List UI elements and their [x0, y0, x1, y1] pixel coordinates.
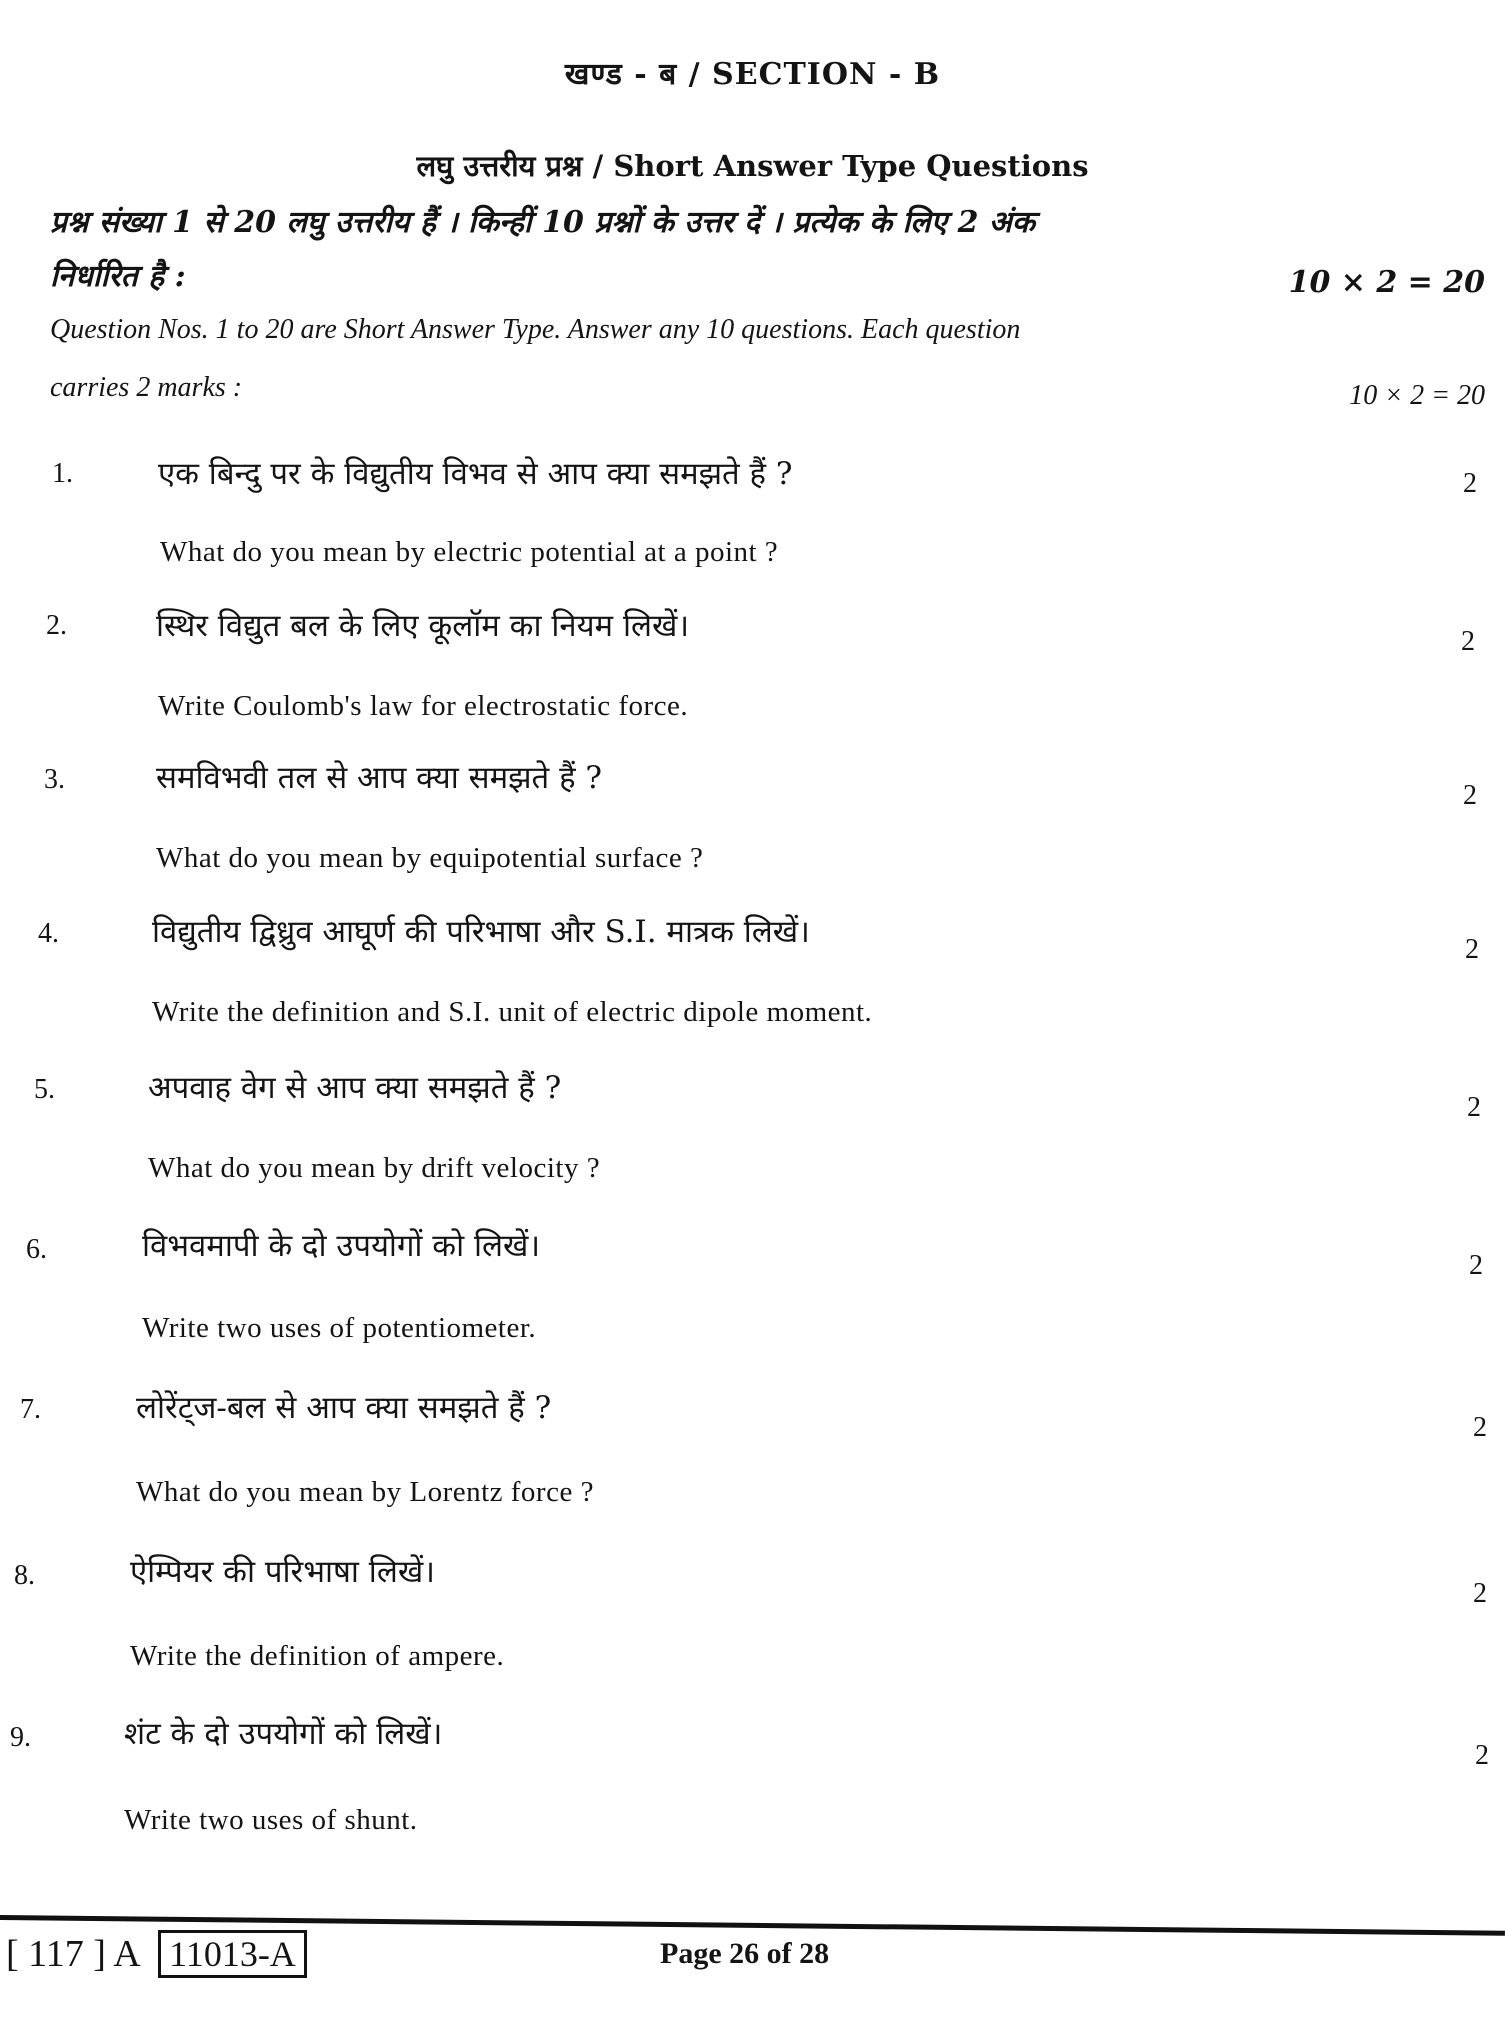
question-marks: 2 [1467, 1092, 1481, 1123]
set-code: [ 117 ] A [6, 1933, 139, 1975]
instruction-hindi-line1: प्रश्न संख्या 1 से 20 लघु उत्तरीय हैं । किन्हीं 10 प्रश्नों के उत्तर दें । प्रत्येक के लिए 2 अंक [50, 205, 1035, 240]
question-english: Write two uses of potentiometer. [142, 1312, 537, 1344]
question-hindi: ऐम्पियर की परिभाषा लिखें। [130, 1554, 435, 1590]
page-number: Page 26 of 28 [660, 1937, 830, 1970]
question-number: 6. [26, 1234, 47, 1265]
question-hindi: स्थिर विद्युत बल के लिए कूलॉम का नियम लिखें। [156, 608, 690, 644]
question-marks: 2 [1465, 934, 1479, 965]
footer-codes [6, 1930, 307, 1978]
question-hindi: एक बिन्दु पर के विद्युतीय विभव से आप क्या समझते हैं ? [158, 456, 793, 492]
instruction-english-line1: Question Nos. 1 to 20 are Short Answer Type. Answer any 10 questions. Each question [50, 314, 1021, 345]
question-english: Write the definition and S.I. unit of electric dipole moment. [152, 996, 873, 1028]
question-hindi: शंट के दो उपयोगों को लिखें। [124, 1716, 443, 1752]
instruction-english-marks: 10 × 2 = 20 [1349, 380, 1485, 411]
question-number: 8. [14, 1560, 35, 1591]
instruction-english-line2: carries 2 marks : [50, 372, 243, 403]
question-english: What do you mean by drift velocity ? [148, 1152, 601, 1184]
question-hindi: लोरेंट्ज-बल से आप क्या समझते हैं ? [136, 1390, 552, 1426]
question-number: 7. [20, 1394, 41, 1425]
instruction-hindi-marks: 10 × 2 = 20 [1288, 265, 1485, 300]
question-marks: 2 [1475, 1740, 1489, 1771]
question-number: 3. [44, 764, 65, 795]
question-marks: 2 [1469, 1250, 1483, 1281]
question-number: 5. [34, 1074, 55, 1105]
section-title: खण्ड - ब / SECTION - B [564, 57, 941, 92]
question-hindi: अपवाह वेग से आप क्या समझते हैं ? [148, 1070, 562, 1106]
question-english: What do you mean by Lorentz force ? [136, 1476, 594, 1508]
question-marks: 2 [1463, 780, 1477, 811]
question-english: Write two uses of shunt. [124, 1804, 418, 1836]
paper-code-box: 11013-A [158, 1930, 307, 1978]
question-marks: 2 [1461, 626, 1475, 657]
section-subtitle: लघु उत्तरीय प्रश्न / Short Answer Type Questions [416, 149, 1089, 183]
question-number: 9. [10, 1722, 31, 1753]
question-hindi: समविभवी तल से आप क्या समझते हैं ? [156, 760, 603, 796]
question-english: Write the definition of ampere. [130, 1640, 505, 1672]
question-marks: 2 [1473, 1578, 1487, 1609]
instruction-hindi-line2: निर्धारित है : [50, 259, 186, 294]
question-marks: 2 [1463, 468, 1477, 499]
question-marks: 2 [1473, 1412, 1487, 1443]
question-english: What do you mean by electric potential at a point ? [160, 536, 779, 568]
question-english: What do you mean by equipotential surface ? [156, 842, 704, 874]
question-hindi: विद्युतीय द्विध्रुव आघूर्ण की परिभाषा और S.I. मात्रक लिखें। [152, 914, 810, 950]
question-number: 1. [52, 458, 73, 489]
question-number: 4. [38, 918, 59, 949]
question-number: 2. [46, 610, 67, 641]
question-hindi: विभवमापी के दो उपयोगों को लिखें। [142, 1228, 541, 1264]
question-english: Write Coulomb's law for electrostatic force. [158, 690, 689, 722]
